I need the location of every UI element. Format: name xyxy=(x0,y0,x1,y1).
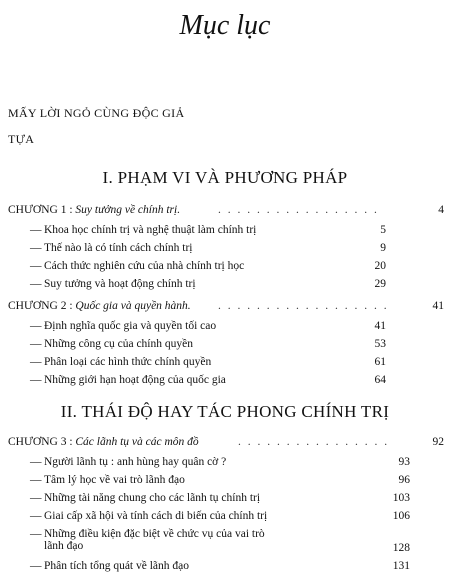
page-number: 92 xyxy=(432,436,444,448)
page-number: 103 xyxy=(392,492,410,504)
toc-item xyxy=(30,242,386,254)
dash: — xyxy=(30,260,42,272)
item-text: Cách thức nghiên cứu của nhà chính trị học xyxy=(44,260,245,272)
toc-item xyxy=(30,560,410,572)
item-text: Suy tưởng và hoạt động chính trị xyxy=(44,278,196,290)
chapter-label: CHƯƠNG 1 : xyxy=(8,204,73,216)
dash: — xyxy=(30,356,42,368)
page-number: 9 xyxy=(380,242,386,254)
page-number: 41 xyxy=(432,300,444,312)
page-number: 29 xyxy=(374,278,386,290)
toc-item xyxy=(30,278,386,290)
item-text: Những giới hạn hoạt động của quốc gia xyxy=(44,374,226,386)
toc-item xyxy=(30,510,410,522)
toc-item xyxy=(30,456,410,468)
dash: — xyxy=(30,474,42,486)
item-text: Người lãnh tụ : anh hùng hay quân cờ ? xyxy=(44,456,227,468)
dash: — xyxy=(30,224,42,236)
dash: — xyxy=(30,510,42,522)
chapter-title: Các lãnh tụ và các môn đồ xyxy=(75,436,199,448)
toc-item xyxy=(30,528,410,552)
page-number: 106 xyxy=(392,510,410,522)
part-heading: I. PHẠM VI VÀ PHƯƠNG PHÁP xyxy=(102,168,348,187)
page-number: 41 xyxy=(374,320,386,332)
page-number: 93 xyxy=(398,456,410,468)
dash: — xyxy=(30,456,42,468)
chapter-entry xyxy=(8,204,444,216)
item-text: Giai cấp xã hội và tính cách di biến của chính trị xyxy=(44,510,268,522)
part-heading: II. THÁI ĐỘ HAY TÁC PHONG CHÍNH TRỊ xyxy=(60,402,390,421)
front-matter-preface: TỰA xyxy=(8,132,35,146)
dash: — xyxy=(30,278,42,290)
item-text: Khoa học chính trị và nghệ thuật làm chính trị xyxy=(44,224,257,236)
toc-item xyxy=(30,338,386,350)
front-matter-foreword: MẤY LỜI NGỎ CÙNG ĐỘC GIẢ xyxy=(8,106,185,120)
page-number: 20 xyxy=(374,260,386,272)
item-text: Tâm lý học về vai trò lãnh đạo xyxy=(44,474,185,486)
dash: — xyxy=(30,338,42,350)
item-text: Định nghĩa quốc gia và quyền tối cao xyxy=(44,320,217,332)
item-text: Những công cụ của chính quyền xyxy=(44,338,193,350)
page-number: 5 xyxy=(380,224,386,236)
item-text: Thế nào là có tính cách chính trị xyxy=(44,242,193,254)
dot-leader: . . . . . . . . . . . . . . . . . . xyxy=(218,300,389,312)
toc-item xyxy=(30,474,410,486)
page-number: 96 xyxy=(398,474,410,486)
toc-item xyxy=(30,320,386,332)
dot-leader: . . . . . . . . . . . . . . . . xyxy=(238,436,390,448)
page-title: Mục lục xyxy=(179,10,271,41)
page-number: 61 xyxy=(374,356,386,368)
chapter-label: CHƯƠNG 2 : xyxy=(8,300,73,312)
toc-item xyxy=(30,492,410,504)
toc-item xyxy=(30,374,386,386)
dash: — xyxy=(30,374,42,386)
dash: — xyxy=(30,528,42,540)
dot-leader: . . . . . . . . . . . . . . . . . xyxy=(218,204,379,216)
chapter-entry xyxy=(8,436,444,448)
item-text: Phân tích tổng quát về lãnh đạo xyxy=(44,560,189,572)
item-text: Những tài năng chung cho các lãnh tụ chính trị xyxy=(44,492,261,504)
page-number: 4 xyxy=(438,204,444,216)
item-text: Phân loại các hình thức chính quyền xyxy=(44,356,212,368)
page-number: 131 xyxy=(392,560,410,572)
page-number: 64 xyxy=(374,374,386,386)
chapter-entry xyxy=(8,300,444,312)
item-text-continued: lãnh đạo xyxy=(44,540,84,552)
toc-item xyxy=(30,356,386,368)
toc-item xyxy=(30,260,386,272)
chapter-title: Quốc gia và quyền hành. xyxy=(75,300,191,312)
chapter-title: Suy tưởng về chính trị. xyxy=(75,204,181,216)
dash: — xyxy=(30,320,42,332)
page-number: 53 xyxy=(374,338,386,350)
page-number: 128 xyxy=(392,542,410,554)
dash: — xyxy=(30,560,42,572)
item-text: Những điều kiện đặc biệt về chức vụ của vai trò xyxy=(44,528,265,540)
dash: — xyxy=(30,242,42,254)
chapter-label: CHƯƠNG 3 : xyxy=(8,436,73,448)
toc-item xyxy=(30,224,386,236)
dash: — xyxy=(30,492,42,504)
